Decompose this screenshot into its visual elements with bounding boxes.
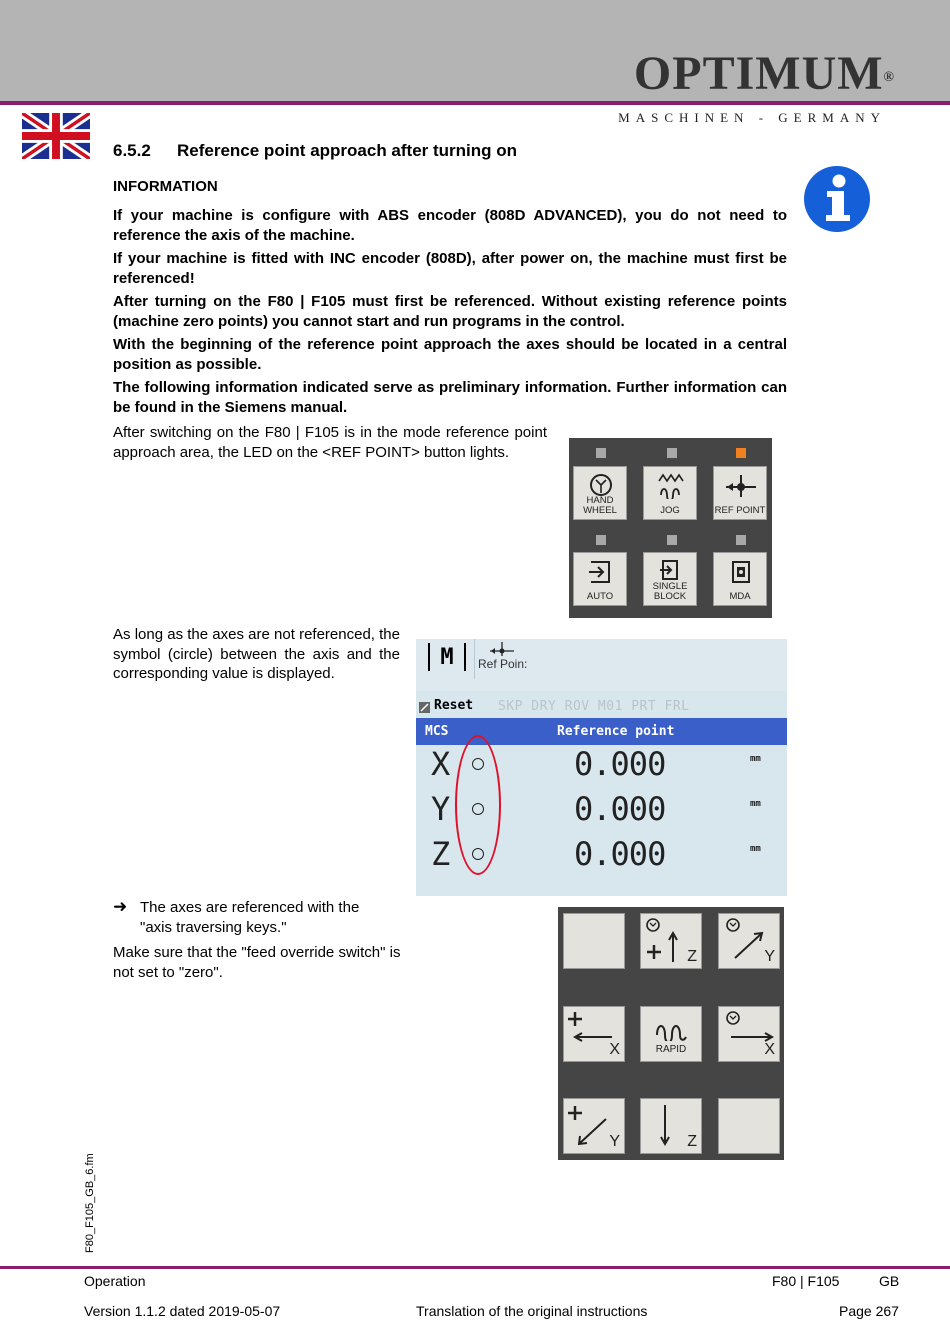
bullet-arrow-icon: ➜ — [113, 897, 128, 916]
led-single-block — [667, 535, 677, 545]
z-plus-axis-label: Z — [687, 948, 697, 965]
program-flags: SKP DRY ROV M01 PRT FRL — [498, 699, 690, 714]
led-hand-wheel — [596, 448, 606, 458]
axis-unit-x: mm — [750, 754, 761, 764]
jog-button[interactable] — [643, 466, 697, 520]
auto-label: AUTO — [586, 591, 614, 602]
z-plus-key[interactable] — [640, 913, 702, 969]
x-plus-key[interactable] — [718, 1006, 780, 1062]
x-minus-key[interactable] — [563, 1006, 625, 1062]
z-minus-key[interactable] — [640, 1098, 702, 1154]
axis-name-y: Y — [431, 790, 451, 828]
ref-point-button[interactable] — [713, 466, 767, 520]
mda-button[interactable] — [713, 552, 767, 606]
z-minus-arrow-icon — [653, 1103, 677, 1151]
auto-icon — [587, 559, 615, 585]
ref-point-icon — [724, 473, 758, 499]
blank-key[interactable] — [718, 1098, 780, 1154]
bullet-text: The axes are referenced with the "axis traversing keys." — [140, 899, 360, 936]
section-number: 6.5.2 — [113, 141, 151, 160]
y-plus-key[interactable] — [718, 913, 780, 969]
x-minus-axis-label: X — [609, 1041, 620, 1058]
info-paragraph: After turning on the F80 | F105 must first be referenced. Without existing reference points (machine zero points) you cannot start and run programs in the control. — [113, 293, 787, 330]
machine-mode-symbol: M — [428, 643, 466, 671]
status-row — [416, 697, 787, 717]
single-block-label-2: BLOCK — [653, 591, 687, 602]
led-jog — [667, 448, 677, 458]
rapid-label: RAPID — [655, 1044, 687, 1055]
jog-label: JOG — [660, 505, 680, 516]
mode-description: After switching on the F80 | F105 is in the mode reference point approach area, the LED on the <REF POINT> button lights. — [113, 424, 547, 461]
footer-language: GB — [879, 1273, 900, 1289]
led-mda — [736, 535, 746, 545]
hand-wheel-button[interactable] — [573, 466, 627, 520]
brand-tagline: MASCHINEN - GERMANY — [618, 110, 886, 125]
brand-logo: OPTIMUM® — [633, 47, 895, 100]
info-heading: INFORMATION — [113, 178, 218, 195]
info-paragraph: If your machine is fitted with INC encoder (808D), after power on, the machine must first be referenced! — [113, 250, 787, 287]
feed-override-note: Make sure that the "feed override switch" is not set to "zero". — [113, 944, 401, 981]
mda-icon — [727, 559, 755, 585]
hand-wheel-label-1: HAND — [586, 495, 614, 506]
information-icon — [804, 166, 870, 232]
led-auto — [596, 535, 606, 545]
axis-unit-y: mm — [750, 799, 761, 809]
footer-divider — [0, 1266, 950, 1269]
axis-unit-z: mm — [750, 844, 761, 854]
header-divider — [0, 101, 950, 105]
symbol-description: As long as the axes are not referenced, the symbol (circle) between the axis and the corresponding value is displayed. — [113, 626, 400, 682]
footer-translation-note: Translation of the original instructions — [416, 1303, 648, 1319]
axis-value-x: 0.000 — [574, 745, 666, 783]
position-title: Reference point — [557, 724, 675, 739]
auto-button[interactable] — [573, 552, 627, 606]
single-block-label-1: SINGLE — [652, 581, 688, 592]
axis-value-y: 0.000 — [574, 790, 666, 828]
file-code: F80_F105_GB_6.fm — [84, 1153, 96, 1253]
footer-chapter: Operation — [84, 1273, 146, 1289]
highlight-oval — [455, 735, 501, 875]
y-minus-key[interactable] — [563, 1098, 625, 1154]
rapid-key[interactable] — [640, 1006, 702, 1062]
z-plus-arrow-icon — [643, 916, 683, 966]
single-block-button[interactable] — [643, 552, 697, 606]
header-separator — [474, 639, 475, 679]
y-plus-axis-label: Y — [764, 948, 775, 965]
x-plus-axis-label: X — [764, 1041, 775, 1058]
axis-name-z: Z — [431, 835, 451, 873]
hand-wheel-label-2: WHEEL — [583, 505, 617, 516]
info-paragraph: With the beginning of the reference point approach the axes should be located in a central position as possible. — [113, 336, 787, 373]
screen-header — [416, 639, 787, 691]
ref-point-label: REF POINT — [714, 505, 766, 516]
section-title: Reference point approach after turning on — [177, 141, 518, 160]
jog-icon — [657, 473, 685, 499]
axis-traversing-keypad — [558, 907, 784, 1160]
led-ref-point — [736, 448, 746, 458]
axis-name-x: X — [431, 745, 451, 783]
footer-version: Version 1.1.2 dated 2019-05-07 — [84, 1303, 281, 1319]
mode-keypad — [569, 438, 772, 618]
mda-label: MDA — [729, 591, 751, 602]
z-minus-axis-label: Z — [687, 1133, 697, 1150]
rapid-icon — [655, 1019, 689, 1041]
page-number: Page 267 — [839, 1303, 899, 1319]
blank-key[interactable] — [563, 913, 625, 969]
ref-point-icon — [488, 641, 516, 657]
axis-value-z: 0.000 — [574, 835, 666, 873]
footer-model: F80 | F105 — [772, 1273, 840, 1289]
coordinate-system-label: MCS — [425, 724, 449, 739]
info-paragraph: The following information indicated serve as preliminary information. Further information can be found in the Siemens manual. — [113, 379, 787, 416]
info-paragraph: If your machine is configure with ABS encoder (808D ADVANCED), you do not need to reference the axis of the machine. — [113, 207, 787, 244]
reset-status: Reset — [434, 698, 474, 713]
y-minus-axis-label: Y — [609, 1133, 620, 1150]
mode-label: Ref Poin: — [478, 657, 528, 671]
reset-status-icon — [419, 702, 430, 713]
uk-flag-icon — [22, 113, 90, 159]
